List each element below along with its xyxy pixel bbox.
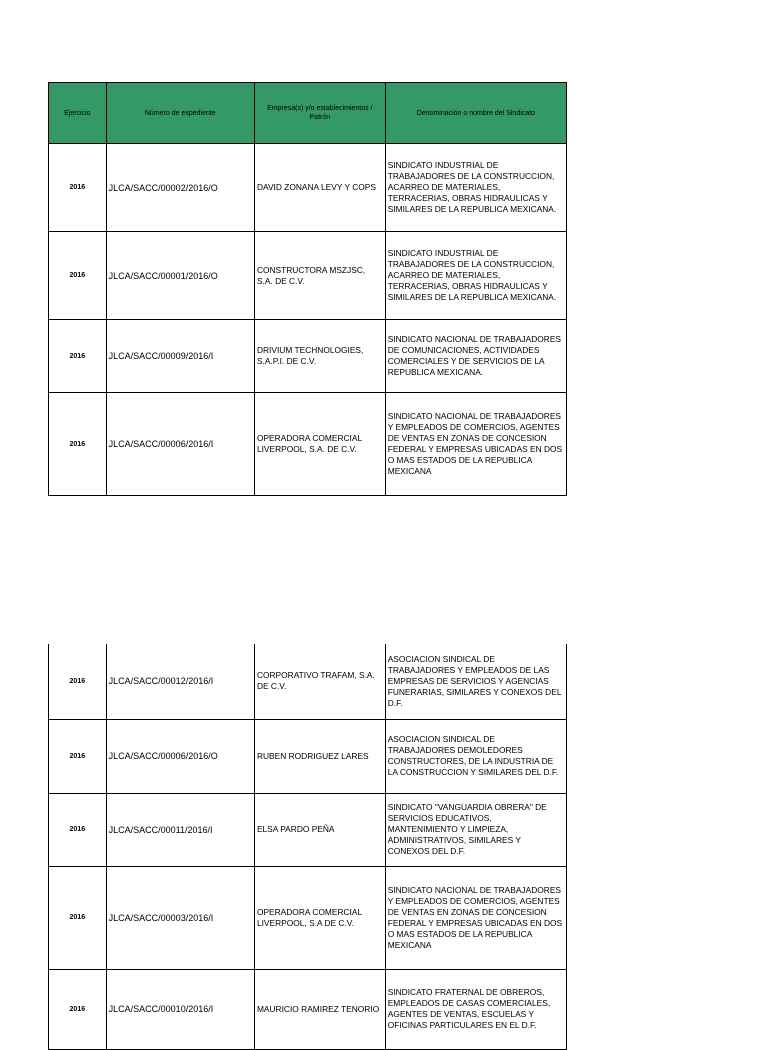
cell-ejercicio: 2016	[49, 793, 107, 866]
header-ejercicio: Ejercicio	[49, 83, 107, 144]
cell-sindicato: SINDICATO INDUSTRIAL DE TRABAJADORES DE LA CONSTRUCCION, ACARREO DE MATERIALES, TERRACERIAS, OBRAS HIDRAULICAS Y SIMILARES DE LA REPUBLICA MEXICANA.	[385, 144, 566, 232]
cell-sindicato: SINDICATO NACIONAL DE TRABAJADORES DE COMUNICACIONES, ACTIVIDADES COMERCIALES Y DE SERVICIOS DE LA REPUBLICA MEXICANA.	[385, 320, 566, 393]
cell-sindicato: SINDICATO INDUSTRIAL DE TRABAJADORES DE LA CONSTRUCCION, ACARREO DE MATERIALES, TERRACERIAS, OBRAS HIDRAULICAS Y SIMILARES DE LA REPUBLICA MEXICANA.	[385, 232, 566, 320]
cell-empresa: OPERADORA COMERCIAL LIVERPOOL, S.A DE C.V.	[254, 866, 385, 969]
cell-expediente: JLCA/SACC/00001/2016/O	[106, 232, 254, 320]
cell-empresa: MAURICIO RAMIREZ TENORIO	[254, 969, 385, 1049]
cell-empresa: CONSTRUCTORA MSZJSC, S.A. DE C.V.	[254, 232, 385, 320]
cell-expediente: JLCA/SACC/00006/2016/I	[106, 393, 254, 496]
table-row	[49, 793, 567, 866]
cell-expediente: JLCA/SACC/00011/2016/I	[106, 793, 254, 866]
cell-expediente: JLCA/SACC/00009/2016/I	[106, 320, 254, 393]
cell-ejercicio: 2016	[49, 320, 107, 393]
cell-ejercicio: 2016	[49, 393, 107, 496]
registry-table-bottom	[48, 644, 567, 1050]
cell-empresa: RUBEN RODRIGUEZ LARES	[254, 719, 385, 793]
cell-empresa: OPERADORA COMERCIAL LIVERPOOL, S.A. DE C.V.	[254, 393, 385, 496]
cell-sindicato: ASOCIACION SINDICAL DE TRABAJADORES DEMOLEDORES CONSTRUCTORES, DE LA INDUSTRIA DE LA CONSTRUCCION Y SIMILARES DEL D.F.	[385, 719, 566, 793]
header-empresa: Empresa(s) y/o establecimientos / Patrón	[254, 83, 385, 144]
table-row	[49, 644, 567, 719]
cell-empresa: ELSA PARDO PEÑA	[254, 793, 385, 866]
cell-expediente: JLCA/SACC/00010/2016/I	[106, 969, 254, 1049]
table-row	[49, 232, 567, 320]
cell-empresa: DRIVIUM TECHNOLOGIES, S.A.P.I. DE C.V.	[254, 320, 385, 393]
cell-sindicato: SINDICATO NACIONAL DE TRABAJADORES Y EMPLEADOS DE COMERCIOS, AGENTES DE VENTAS EN ZONAS DE CONCESION FEDERAL Y EMPRESAS UBICADAS EN DOS O MAS ESTADOS DE LA REPUBLICA MEXICANA	[385, 866, 566, 969]
table-row	[49, 969, 567, 1049]
cell-sindicato: SINDICATO "VANGUARDIA OBRERA" DE SERVICIOS EDUCATIVOS, MANTENIMIENTO Y LIMPIEZA, ADMINISTRATIVOS, SIMILARES Y CONEXOS DEL D.F.	[385, 793, 566, 866]
cell-expediente: JLCA/SACC/00002/2016/O	[106, 144, 254, 232]
table-row	[49, 866, 567, 969]
cell-ejercicio: 2016	[49, 144, 107, 232]
header-expediente: Número de expediente	[106, 83, 254, 144]
table-row	[49, 393, 567, 496]
cell-ejercicio: 2016	[49, 719, 107, 793]
table-header-row	[49, 83, 567, 144]
cell-expediente: JLCA/SACC/00003/2016/I	[106, 866, 254, 969]
table-row	[49, 144, 567, 232]
cell-sindicato: SINDICATO FRATERNAL DE OBREROS, EMPLEADOS DE CASAS COMERCIALES, AGENTES DE VENTAS, ESCUELAS Y OFICINAS PARTICULARES EN EL D.F.	[385, 969, 566, 1049]
cell-expediente: JLCA/SACC/00006/2016/O	[106, 719, 254, 793]
cell-sindicato: SINDICATO NACIONAL DE TRABAJADORES Y EMPLEADOS DE COMERCIOS, AGENTES DE VENTAS EN ZONAS DE CONCESION FEDERAL Y EMPRESAS UBICADAS EN DOS O MAS ESTADOS DE LA REPUBLICA MEXICANA	[385, 393, 566, 496]
table-row	[49, 719, 567, 793]
cell-ejercicio: 2016	[49, 644, 107, 719]
registry-table-top	[48, 82, 567, 496]
table-row	[49, 320, 567, 393]
cell-expediente: JLCA/SACC/00012/2016/I	[106, 644, 254, 719]
header-sindicato: Denominación o nombre del Sindicato	[385, 83, 566, 144]
cell-empresa: DAVID ZONANA LEVY Y COPS	[254, 144, 385, 232]
cell-ejercicio: 2016	[49, 866, 107, 969]
cell-ejercicio: 2016	[49, 969, 107, 1049]
cell-empresa: CORPORATIVO TRAFAM, S.A. DE C.V.	[254, 644, 385, 719]
cell-ejercicio: 2016	[49, 232, 107, 320]
cell-sindicato: ASOCIACION SINDICAL DE TRABAJADORES Y EMPLEADOS DE LAS EMPRESAS DE SERVICIOS Y AGENCIAS FUNERARIAS, SIMILARES Y CONEXOS DEL D.F.	[385, 644, 566, 719]
